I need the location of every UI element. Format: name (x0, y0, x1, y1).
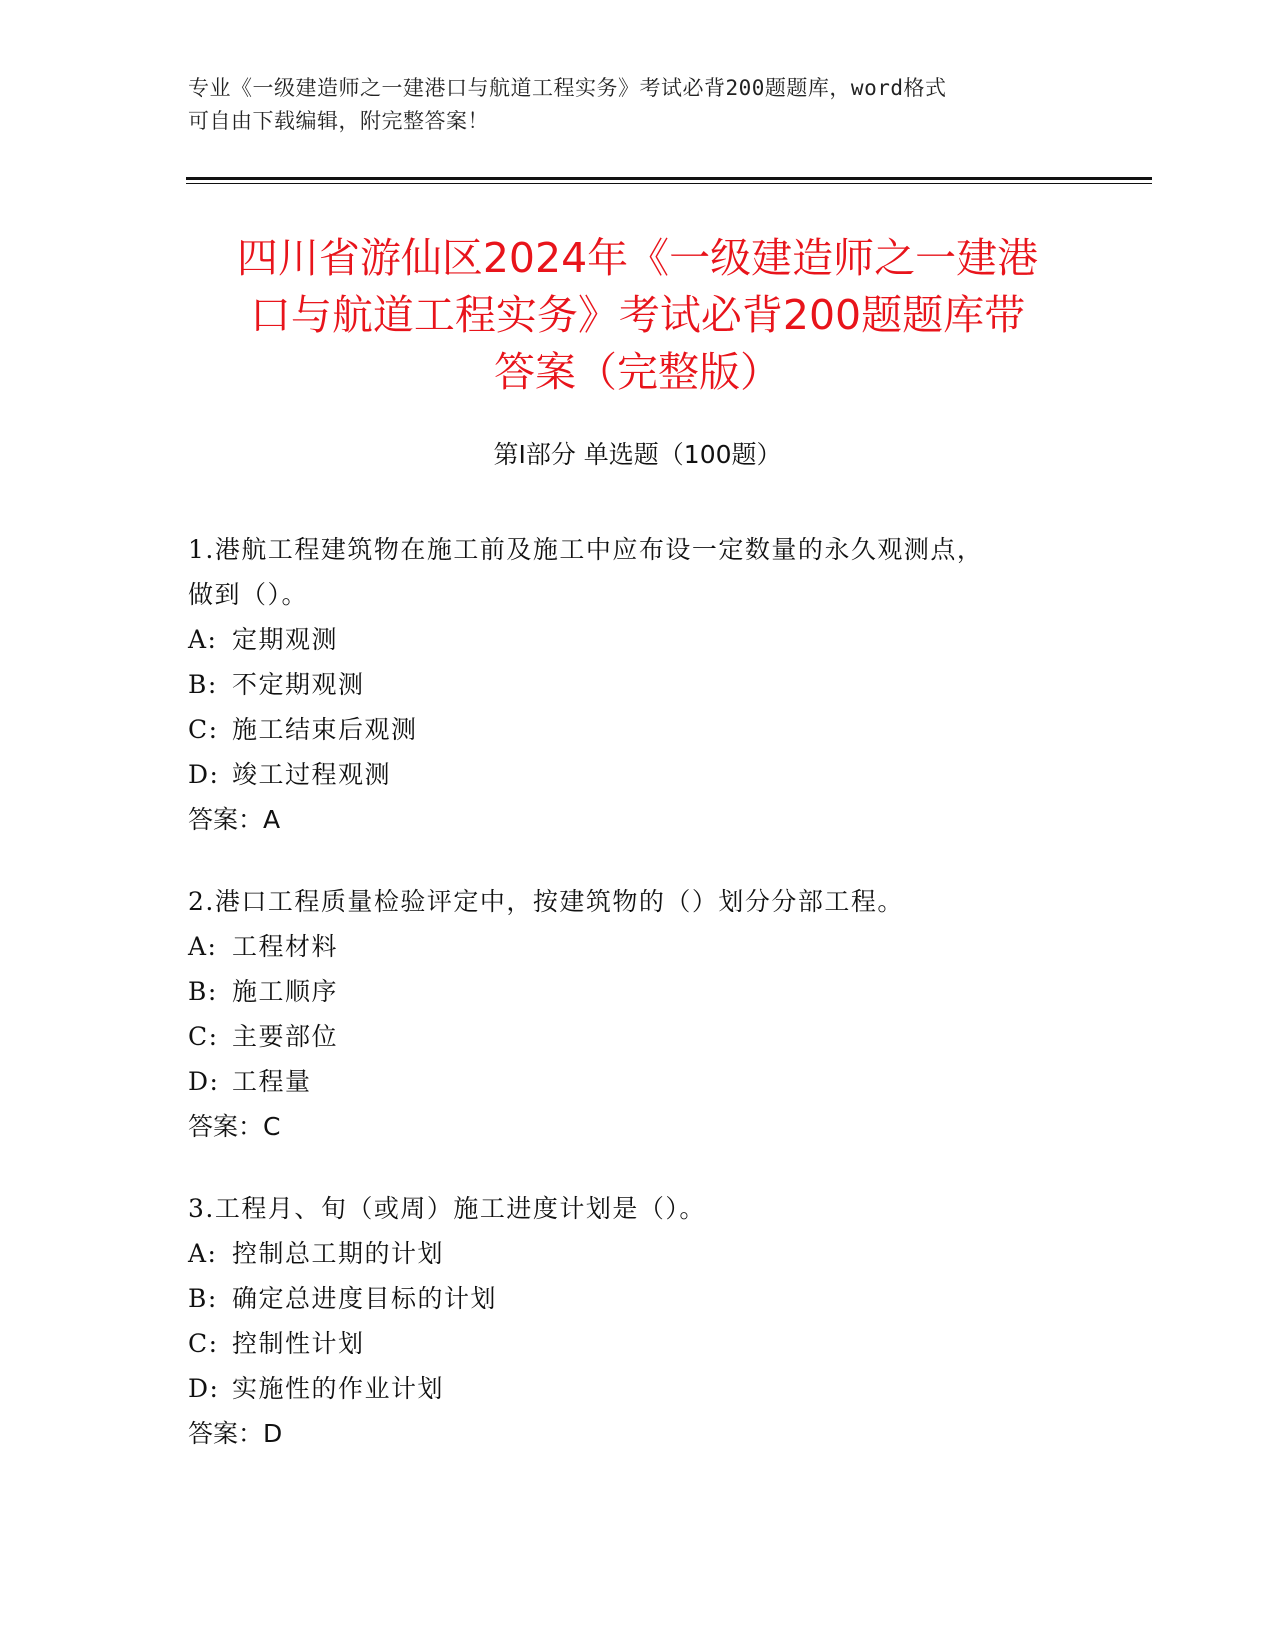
option-text: 主要部位 (232, 1022, 339, 1051)
option-key: A: (188, 932, 218, 961)
header-divider-thin (186, 183, 1152, 184)
question-3 (188, 1186, 1088, 1456)
option-text: 控制性计划 (232, 1329, 365, 1358)
option-text: 施工顺序 (232, 977, 339, 1006)
question-stem: 1.港航工程建筑物在施工前及施工中应布设一定数量的永久观测点， (188, 535, 984, 564)
header-note (188, 72, 1088, 138)
option-key: C: (188, 715, 219, 744)
document-title-line-1: 四川省游仙区2024年《一级建造师之一建港 (236, 234, 1039, 282)
option-key: A: (188, 1239, 218, 1268)
question-list (188, 527, 1088, 1493)
option-c (188, 1014, 1088, 1059)
question-1 (188, 527, 1088, 842)
option-text: 确定总进度目标的计划 (232, 1284, 498, 1313)
option-d (188, 1059, 1088, 1104)
option-b (188, 1276, 1088, 1321)
option-a (188, 1231, 1088, 1276)
option-text: 工程材料 (232, 932, 339, 961)
option-c (188, 707, 1088, 752)
option-a (188, 617, 1088, 662)
option-key: D: (188, 1374, 220, 1403)
option-text: 控制总工期的计划 (232, 1239, 445, 1268)
answer-line: 答案：A (188, 805, 281, 834)
option-key: B: (188, 977, 218, 1006)
answer-line: 答案：C (188, 1112, 281, 1141)
option-b (188, 662, 1088, 707)
question-2 (188, 879, 1088, 1149)
question-stem: 2.港口工程质量检验评定中，按建筑物的（）划分分部工程。 (188, 887, 904, 916)
option-text: 工程量 (232, 1067, 312, 1096)
answer-line: 答案：D (188, 1419, 283, 1448)
option-key: D: (188, 760, 220, 789)
document-title-line-3: 答案（完整版） (494, 348, 781, 396)
option-key: A: (188, 625, 218, 654)
option-text: 竣工过程观测 (232, 760, 392, 789)
header-divider-thick (186, 177, 1152, 180)
option-d (188, 752, 1088, 797)
option-key: B: (188, 1284, 218, 1313)
document-title (150, 230, 1125, 401)
section-heading: 第I部分 单选题（100题） (493, 440, 782, 469)
option-text: 施工结束后观测 (232, 715, 418, 744)
question-stem-continued: 做到（）。 (188, 580, 309, 609)
option-text: 不定期观测 (232, 670, 365, 699)
header-note-line-2: 可自由下载编辑，附完整答案！ (188, 109, 489, 133)
option-key: D: (188, 1067, 220, 1096)
option-key: B: (188, 670, 218, 699)
option-c (188, 1321, 1088, 1366)
option-b (188, 969, 1088, 1014)
option-text: 定期观测 (232, 625, 339, 654)
document-title-line-2: 口与航道工程实务》考试必背200题题库带 (249, 291, 1026, 339)
option-d (188, 1366, 1088, 1411)
option-key: C: (188, 1329, 219, 1358)
header-note-line-1: 专业《一级建造师之一建港口与航道工程实务》考试必背200题题库，word格式 (188, 76, 947, 100)
question-stem: 3.工程月、旬（或周）施工进度计划是（）。 (188, 1194, 706, 1223)
option-key: C: (188, 1022, 219, 1051)
option-a (188, 924, 1088, 969)
option-text: 实施性的作业计划 (232, 1374, 445, 1403)
